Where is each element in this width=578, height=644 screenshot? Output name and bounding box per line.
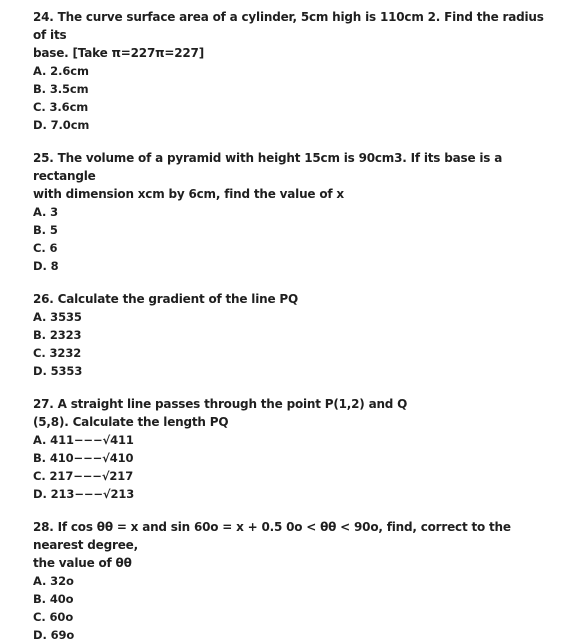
option-b: B. 40o <box>33 592 74 606</box>
option-b: B. 3.5cm <box>33 82 89 96</box>
option-d: D. 213−−−√213 <box>33 487 135 501</box>
question-28 <box>33 518 558 644</box>
option-b: B. 410−−−√410 <box>33 451 134 465</box>
question-spacer <box>33 380 558 395</box>
question-text: 26. Calculate the gradient of the line PQ <box>33 292 298 306</box>
option-d: D. 7.0cm <box>33 118 90 132</box>
option-a: A. 3535 <box>33 310 82 324</box>
option-c: C. 6 <box>33 241 58 255</box>
question-text: 24. The curve surface area of a cylinder, 5cm high is 110cm 2. Find the radius of its base. [Take π=227π=227] <box>33 10 544 60</box>
question-spacer <box>33 134 558 149</box>
option-d: D. 8 <box>33 259 59 273</box>
question-spacer <box>33 275 558 290</box>
option-a: A. 411−−−√411 <box>33 433 134 447</box>
option-c: C. 217−−−√217 <box>33 469 134 483</box>
option-a: A. 32o <box>33 574 74 588</box>
question-26 <box>33 290 558 380</box>
option-a: A. 3 <box>33 205 59 219</box>
option-b: B. 5 <box>33 223 58 237</box>
question-text: 27. A straight line passes through the point P(1,2) and Q (5,8). Calculate the length PQ <box>33 397 408 429</box>
question-text: 25. The volume of a pyramid with height 15cm is 90cm3. If its base is a rectangle with dimension xcm by 6cm, find the value of x <box>33 151 503 201</box>
option-c: C. 3232 <box>33 346 82 360</box>
option-d: D. 5353 <box>33 364 83 378</box>
question-27 <box>33 395 558 503</box>
option-c: C. 60o <box>33 610 74 624</box>
option-b: B. 2323 <box>33 328 82 342</box>
option-a: A. 2.6cm <box>33 64 89 78</box>
option-c: C. 3.6cm <box>33 100 89 114</box>
option-d: D. 69o <box>33 628 75 642</box>
question-24 <box>33 8 558 134</box>
question-text: 28. If cos θθ = x and sin 60o = x + 0.5 0o < θθ < 90o, find, correct to the nearest degree, the value of θθ <box>33 520 511 570</box>
question-25 <box>33 149 558 275</box>
question-spacer <box>33 503 558 518</box>
